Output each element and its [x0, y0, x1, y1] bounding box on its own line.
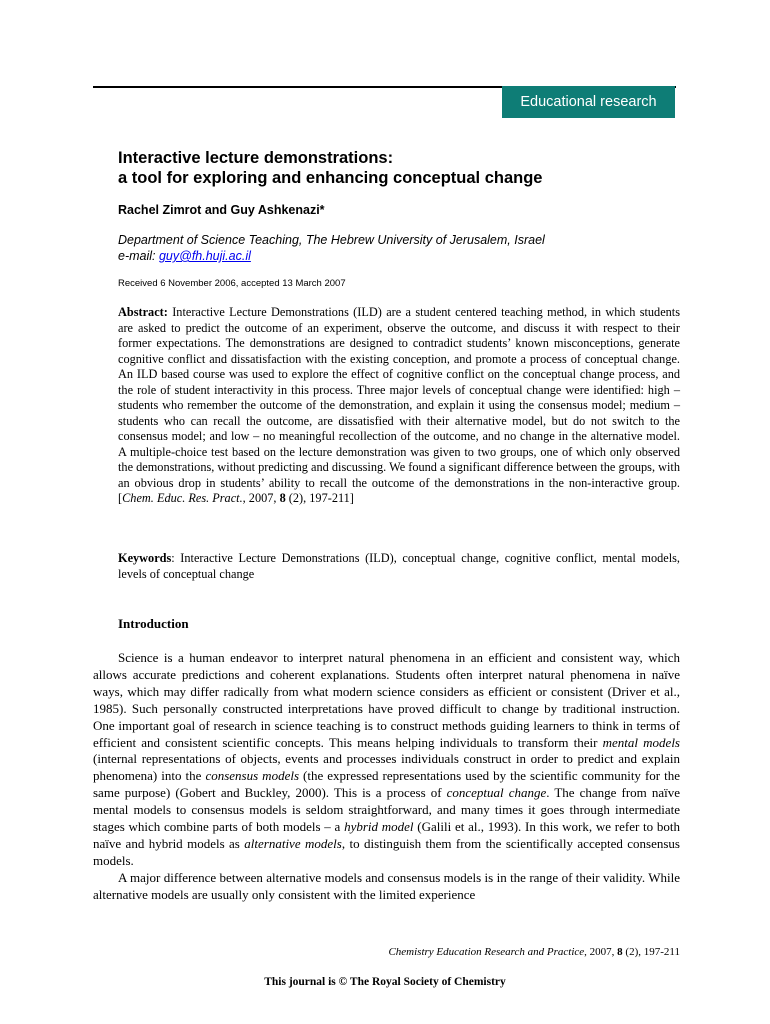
text-run: (internal representations of objects, events and processes individuals construct in order to predict and explain phenomena) into the [93, 751, 680, 784]
affiliation-block [118, 232, 680, 264]
abstract-label: Abstract: [118, 305, 168, 319]
keywords-label: Keywords [118, 551, 172, 565]
email-link[interactable]: guy@fh.huji.ac.il [158, 249, 251, 263]
footer-journal-year: , 2007, [584, 946, 618, 958]
abstract-text: Interactive Lecture Demonstrations (ILD) are a student centered teaching method, in which students are asked to predict the outcome of an experiment, observe the outcome, and discuss it with respect to their former expectations. The demonstrations are designed to contradict students’ known misconceptions, generate cognitive conflict and dissatisfaction with the existing conception, and promote a process of conceptual change. An ILD based course was used to explore the effect of cognitive conflict on the conceptual change process, and the role of student interactivity in this process. Three major levels of conceptual change were identified: high – students who remember the outcome of the demonstration, and explain it using the consensus model; medium – students who can recall the outcome, are dissatisfied with their alternative model, but do not switch to the consensus model; and low – no meaningful recollection of the outcome, and no change in the alternative model. A multiple-choice test based on the lecture demonstration was given to two groups, one of which only observed the demonstrations, without predicting and discussing. We found a significant difference between the groups, with an obvious drop in students’ ability to recall the outcome of the demonstrations in the non-interactive group. [118, 305, 681, 490]
email-line [118, 248, 680, 264]
text-run: Science is a human endeavor to interpret natural phenomena in an efficient and consistent way, which allows accurate predictions and coherent explanations. Students often interpret natural phenomena in naïve ways, which may differ radically from what modern science considers as efficient or consistent (Driver et al., 1985). Such personally constructed interpretations have proved difficult to change by traditional instruction. One important goal of research in science teaching is to construct methods guiding learners to think in terms of efficient and consistent scientific concepts. This means helping individuals to transform their [93, 650, 680, 750]
term-consensus-models: consensus models [205, 768, 300, 784]
section-badge: Educational research [502, 86, 675, 118]
term-conceptual-change: conceptual change [446, 785, 547, 801]
copyright-notice: This journal is © The Royal Society of Chemistry [264, 976, 506, 988]
keywords [118, 550, 680, 582]
citation-year: 2007, [245, 491, 280, 505]
authors: Rachel Zimrot and Guy Ashkenazi* [118, 203, 325, 217]
citation-pages: (2), 197-211] [285, 491, 354, 505]
text-run: , to distinguish them from the scientifically accepted consensus models. [93, 835, 680, 868]
introduction-heading: Introduction [118, 616, 189, 631]
abstract-citation [118, 491, 354, 505]
title-line-1: Interactive lecture demonstrations: [118, 149, 394, 167]
footer-journal-citation [93, 945, 680, 959]
affiliation: Department of Science Teaching, The Hebrew University of Jerusalem, Israel [118, 233, 545, 247]
term-hybrid-model: hybrid model [344, 819, 414, 835]
text-run: . The change from naïve mental models to consensus models is seldom straightforward, and many times it goes through intermediate stages which combine parts of both models – a [93, 785, 680, 835]
footer-journal-volume: 8 [617, 946, 623, 958]
paragraph [93, 650, 680, 870]
term-alternative-models: alternative models [244, 835, 342, 851]
abstract [118, 305, 680, 507]
citation-volume: 8 [279, 491, 286, 505]
footer-journal-name: Chemistry Education Research and Practice [388, 946, 585, 958]
text-run: (the expressed representations used by the scientific community for the same purpose) (Gobert and Buckley, 2000). This is a process of [93, 768, 680, 801]
keywords-text: : Interactive Lecture Demonstrations (ILD), conceptual change, cognitive conflict, mental models, levels of conceptual change [118, 551, 680, 581]
citation-open: [ [118, 491, 123, 505]
text-run: (Galili et al., 1993). In this work, we refer to both naïve and hybrid models as [93, 819, 680, 851]
term-mental-models: mental models [602, 734, 680, 750]
title-line-2: a tool for exploring and enhancing conceptual change [118, 169, 543, 187]
email-label: e-mail: [118, 249, 159, 263]
article-title [118, 148, 680, 188]
footer-journal-pages: (2), 197-211 [622, 946, 680, 958]
received-date: Received 6 November 2006, accepted 13 March 2007 [118, 278, 346, 289]
paragraph: A major difference between alternative models and consensus models is in the range of their validity. While alternative models are usually only consistent with the limited experience [93, 869, 680, 902]
introduction-body [93, 650, 680, 936]
citation-journal: Chem. Educ. Res. Pract., [122, 491, 246, 505]
